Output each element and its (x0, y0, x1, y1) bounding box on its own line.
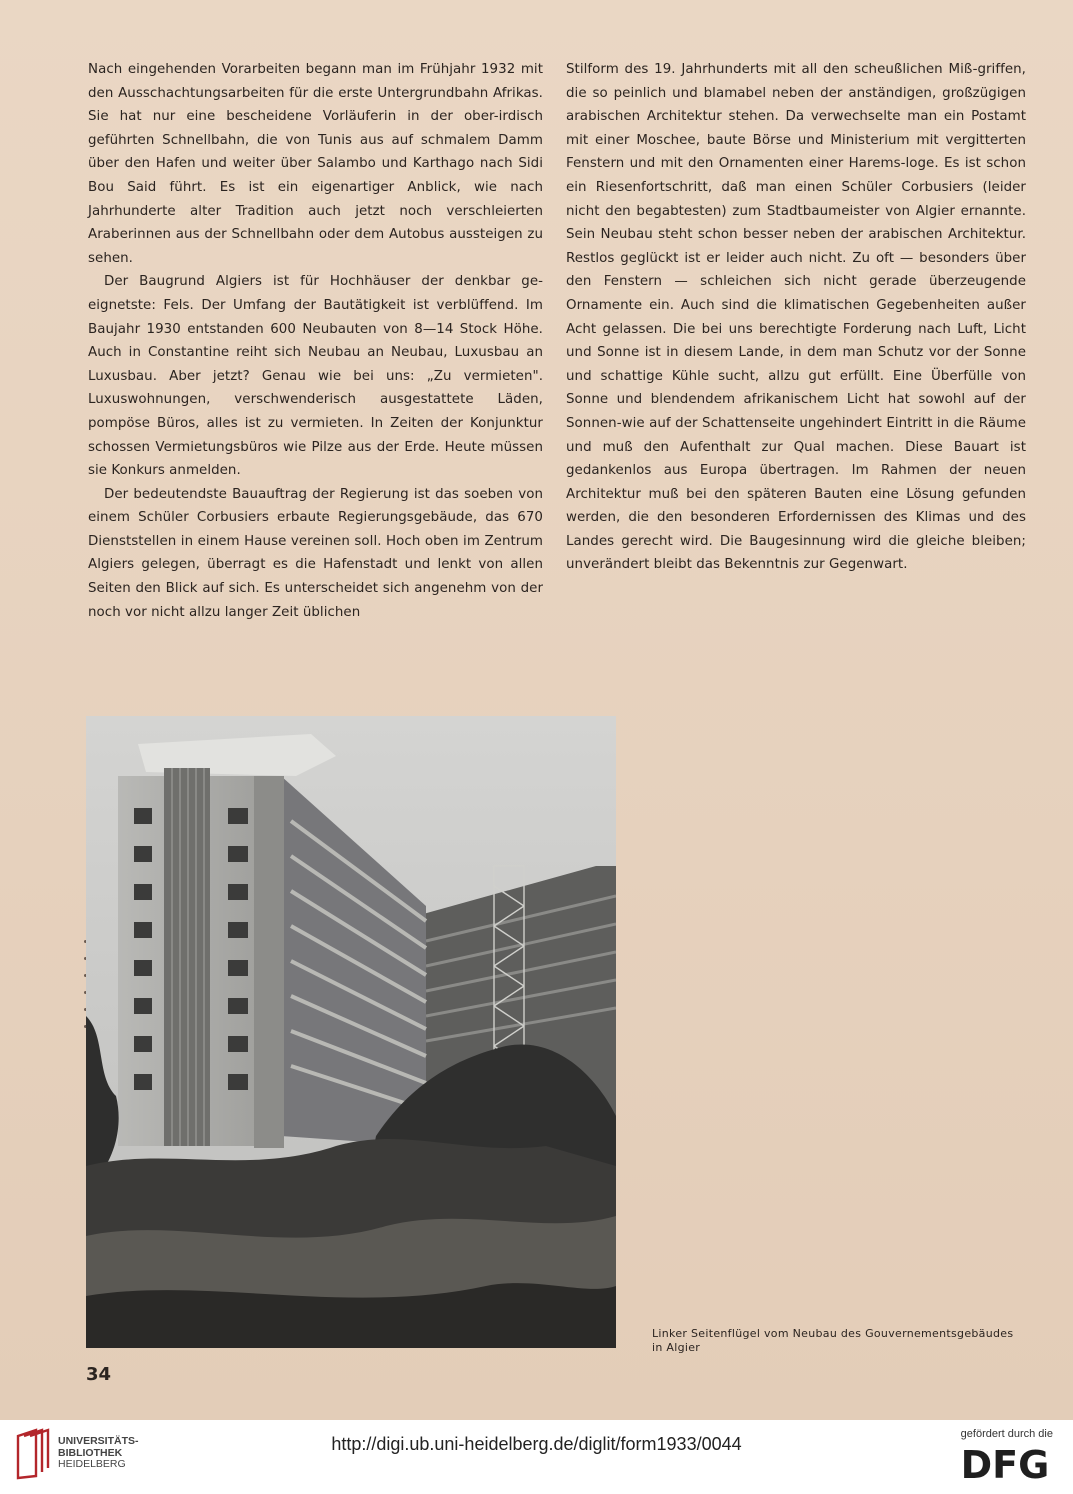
digitization-footer (0, 1420, 1073, 1494)
figure-caption (652, 1327, 1052, 1355)
page-number: 34 (86, 1364, 112, 1385)
page-url-link[interactable]: http://digi.ub.uni-heidelberg.de/diglit/form1933/0044 (331, 1434, 742, 1454)
building-photograph (86, 716, 616, 1348)
funding-note: gefördert durch die (960, 1428, 1053, 1440)
text-column-left (88, 58, 543, 624)
paragraph: Nach eingehenden Vorarbeiten begann man im Frühjahr 1932 mit den Ausschachtungsarbeiten für die erste Untergrundbahn Afrikas. Sie hat nur eine bescheidene Vorläuferin in der ober-irdisch geführten Schnellbahn, die von Tunis aus auf schmalem Damm über den Hafen und weiter über Salambo und Karthago nach Sidi Bou Said führt. Es ist ein eigenartiger Anblick, wie nach Jahrhunderte alter Tradition auch jetzt noch verschleierten Araberinnen aus der Schnellbahn oder dem Autobus aussteigen zu sehen. (88, 62, 543, 266)
paragraph: Der Baugrund Algiers ist für Hochhäuser der denkbar ge-eignetste: Fels. Der Umfang der Bautätigkeit ist verblüffend. Im Baujahr 1930 entstanden 600 Neubauten von 8—14 Stock Höhe. Auch in Constantine reiht sich Neubau an Neubau, Luxusbau an Luxusbau. Aber jetzt? Genau wie bei uns: „Zu vermieten". Luxuswohnungen, verschwenderisch ausgestattete Läden, pompöse Büros, alles ist zu vermieten. In Zeiten der Konjunktur schossen Vermietungsbüros wie Pilze aus der Erde. Heute müssen sie Konkurs anmelden. (88, 274, 543, 479)
dfg-logo-icon (953, 1444, 1057, 1484)
text-column-right (566, 58, 1026, 577)
caption-line: Linker Seitenflügel vom Neubau des Gouvernementsgebäudes (652, 1327, 1014, 1340)
library-name: UNIVERSITÄTS- BIBLIOTHEK HEIDELBERG (58, 1435, 139, 1470)
paragraph: Der bedeutendste Bauauftrag der Regierung ist das soeben von einem Schüler Corbusiers erbaute Regierungsgebäude, das 670 Dienststellen in einem Hause vereinen soll. Hoch oben im Zentrum Algiers gelegen, überragt es die Hafenstadt und lenkt von allen Seiten den Blick auf sich. Es unterscheidet sich angenehm von der noch vor nicht allzu langer Zeit üblichen (88, 486, 543, 620)
paragraph: Stilform des 19. Jahrhunderts mit all den scheußlichen Miß-griffen, die so peinlich und blamabel neben der anständigen, großzügigen arabischen Architektur stehen. Da verwechselte man ein Postamt mit einer Moschee, baute Börse und Ministerium mit vergitterten Fenstern und mit den Ornamenten einer Harems-loge. Es ist schon ein Riesenfortschritt, daß man einen Schüler Corbusiers (leider nicht den begabtesten) zum Stadtbaumeister von Algier ernannte. Sein Neubau steht schon besser neben der arabischen Architektur. Restlos geglückt ist er leider auch nicht. Zu oft — besonders über den Fenstern — schleichen sich nicht gerade überzeugende Ornamente ein. Auch sind die klimatischen Gegebenheiten außer Acht gelassen. Die bei uns berechtigte Forderung nach Luft, Licht und Sonne ist in diesem Lande, in dem man Schutz vor der Sonne und schattige Kühle sucht, allzu gut erfüllt. Eine Überfülle von Sonne und blendendem afrikanischem Licht hat sowohl auf der Sonnen-wie auf der Schattenseite ungehindert Eintritt in die Räume und muß den Aufenthalt zur Qual machen. Diese Bauart ist gedankenlos aus Europa übertragen. Im Rahmen der neuen Architektur muß bei den späteren Bauten eine Lösung gefunden werden, die den besonderen Erfordernissen des Klimas und des Landes gerecht wird. Die Baugesinnung wird die gleiche bleiben; unverändert bleibt das Bekenntnis zur Gegenwart. (566, 62, 1026, 573)
svg-text:DFG: DFG (960, 1444, 1050, 1484)
caption-line: in Algier (652, 1341, 701, 1354)
